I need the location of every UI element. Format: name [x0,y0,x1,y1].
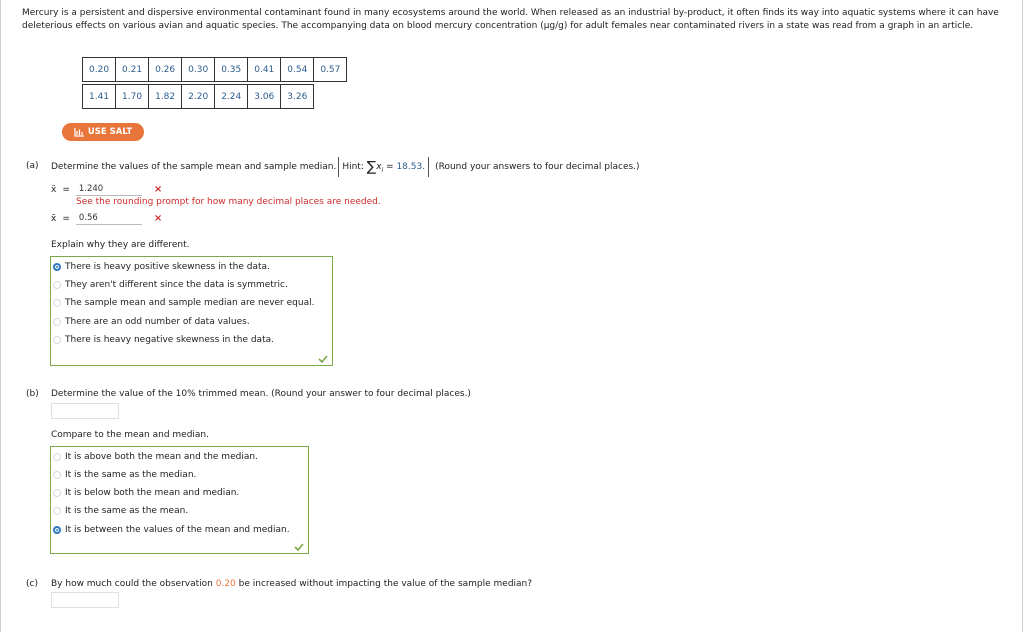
part-a-label: (a) [26,161,39,171]
radio-icon[interactable] [53,507,61,515]
choice-label: It is the same as the mean. [65,506,189,516]
choice-option[interactable] [53,280,288,290]
data-cell: 0.35 [215,58,248,82]
radio-icon[interactable] [53,471,61,479]
hint-eq: = [383,162,397,172]
hint-box [338,157,429,177]
choice-label: It is the same as the median. [65,470,197,480]
choice-option[interactable] [53,488,239,498]
incorrect-icon: × [153,213,163,224]
hint-sub: i [381,166,384,174]
hint-value: 18.53. [396,162,426,172]
trimmed-mean-input[interactable] [51,403,119,419]
problem-intro: Mercury is a persistent and dispersive environmental contaminant found in many ecosystems around the world. When released as an industrial by-product, it often finds its way into aquatic systems where it can have deleterious effects on various avian and aquatic species. The accompanying data on blood mercury concentration (µg/g) for adult females near contaminated rivers in a state was read from a graph in an article. [22,8,999,31]
part-c-text-post: be increased without impacting the value of the sample median? [235,579,533,589]
choice-option[interactable] [53,525,290,535]
radio-selected-icon[interactable] [53,263,61,271]
choice-option[interactable] [53,262,270,272]
data-row-2 [83,85,347,109]
round-note: (Round your answers to four decimal places.) [435,162,640,172]
radio-icon[interactable] [53,489,61,497]
mean-symbol: x̄ [51,184,57,195]
data-cell: 2.24 [215,85,248,109]
part-b-label: (b) [26,389,39,399]
use-salt-label: USE SALT [87,127,133,137]
data-cell: 0.41 [248,58,281,82]
sigma-icon: ∑ [366,159,377,175]
part-c-value: 0.20 [215,579,236,589]
mean-equals: = [62,184,70,195]
part-a-question-text: Determine the values of the sample mean and sample median. [51,162,337,172]
data-cell: 0.54 [281,58,314,82]
median-input[interactable]: 0.56 [76,212,142,225]
choice-label: It is above both the mean and the median. [65,452,258,462]
data-table [82,57,347,109]
part-b-question: Determine the value of the 10% trimmed mean. (Round your answer to four decimal places.) [51,389,471,399]
data-cell: 3.26 [281,85,314,109]
data-cell: 1.41 [83,85,116,109]
data-cell: 0.21 [116,58,149,82]
median-equals: = [62,213,70,224]
choice-option[interactable] [53,298,314,308]
data-cell: 1.82 [149,85,182,109]
choice-option[interactable] [53,506,188,516]
median-increase-input[interactable] [51,592,119,608]
data-cell: 0.26 [149,58,182,82]
correct-check-icon [318,355,328,363]
radio-icon[interactable] [53,281,61,289]
part-c-question [51,579,532,589]
mean-input[interactable]: 1.240 [76,183,142,196]
choice-label: It is between the values of the mean and median. [65,525,290,535]
choice-option[interactable] [53,470,196,480]
explain-prompt: Explain why they are different. [51,240,190,250]
data-cell: 1.70 [116,85,149,109]
mean-answer-row [51,183,162,196]
radio-icon[interactable] [53,453,61,461]
part-c-label: (c) [26,579,38,589]
correct-check-icon [294,543,304,551]
data-cell: 3.06 [248,85,281,109]
incorrect-icon: × [153,184,163,195]
part-b-choices [50,446,309,554]
rounding-warning: See the rounding prompt for how many decimal places are needed. [76,197,381,207]
choice-label: There are an odd number of data values. [65,317,250,327]
part-c-text-pre: By how much could the observation [51,579,216,589]
data-row-1 [83,58,347,82]
hint-prefix: Hint: [342,162,364,172]
choice-option[interactable] [53,335,274,345]
data-cell: 0.20 [83,58,116,82]
radio-icon[interactable] [53,318,61,326]
choice-option[interactable] [53,452,258,462]
hint-var: x [376,162,382,172]
part-a-choices [50,256,333,366]
choice-label: There is heavy positive skewness in the data. [65,262,270,272]
choice-label: There is heavy negative skewness in the data. [65,335,274,345]
radio-icon[interactable] [53,336,61,344]
radio-icon[interactable] [53,299,61,307]
choice-label: They aren't different since the data is symmetric. [65,280,288,290]
part-a-question [51,157,640,177]
median-symbol: x̃ [51,213,57,224]
data-cell: 0.57 [314,58,347,82]
radio-selected-icon[interactable] [53,526,61,534]
choice-label: It is below both the mean and median. [65,488,240,498]
data-cell: 2.20 [182,85,215,109]
choice-label: The sample mean and sample median are never equal. [65,298,315,308]
choice-option[interactable] [53,317,250,327]
compare-prompt: Compare to the mean and median. [51,430,209,440]
use-salt-button[interactable] [62,123,144,141]
chart-icon [74,128,84,137]
data-cell: 0.30 [182,58,215,82]
empty-cell [314,85,347,109]
median-answer-row [51,212,162,225]
